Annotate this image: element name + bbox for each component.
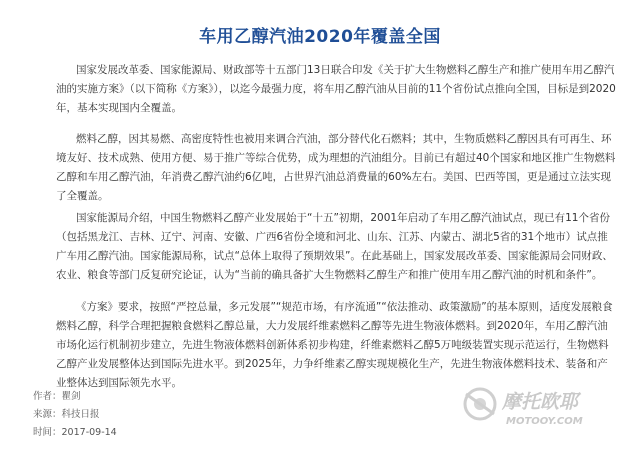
source-label: 来源：	[33, 409, 62, 420]
watermark-site-text: MOTOOY.COM	[506, 416, 583, 427]
paragraph-4: 《方案》要求，按照“严控总量，多元发展”“规范市场，有序流通”“依法推动、政策激励”的基本原则，适度发展粮食燃料乙醇，科学合理把握粮食燃料乙醇总量，大力发展纤维素燃料乙醇等先进生物液体燃料。到2020年，车用乙醇汽油市场化运行机制初步建立，先进生物液体燃料创新体系初步构建，纤维素燃料乙醇5万吨级装置实现示范运行，生物燃料乙醇产业发展整体达到国际先进水平。到2025年，力争纤维素乙醇实现规模化生产，先进生物液体燃料技术、装备和产业整体达到国际领先水平。	[56, 301, 613, 389]
paragraph-2: 燃料乙醇，因其易燃、高密度特性也被用来调合汽油，部分替代化石燃料；其中，生物质燃料乙醇因具有可再生、环境友好、技术成熟、使用方便、易于推广等综合优势，成为理想的汽油组分。目前已有超过40个国家和地区推广生物燃料乙醇和车用乙醇汽油，年消费乙醇汽油约6亿吨，占世界汽油总消费量的60%左右。美国、巴西等国，更是通过立法实现了全覆盖。	[56, 133, 616, 202]
publish-time: 2017-09-14	[61, 427, 117, 438]
source-line	[33, 406, 100, 420]
paragraph-3: 国家能源局介绍，中国生物燃料乙醇产业发展始于“十五”初期，2001年启动了车用乙醇汽油试点，现已有11个省份（包括黑龙江、吉林、辽宁、河南、安徽、广西6省份全境和河北、山东、江苏、内蒙古、湖北5省的31个地市）试点推广车用乙醇汽油。国家能源局称，试点“总体上取得了预期效果”。在此基础上，国家发展改革委、国家能源局会同财政、农业、粮食等部门反复研究论证，认为“当前的确具备扩大生物燃料乙醇生产和推广使用车用乙醇汽油的时机和条件”。	[56, 212, 613, 281]
author-name: 瞿剑	[61, 391, 81, 402]
motorcycle-logo-icon	[458, 380, 628, 430]
author-line	[33, 388, 81, 402]
time-line	[33, 424, 117, 438]
paragraph-1: 国家发展改革委、国家能源局、财政部等十五部门13日联合印发《关于扩大生物燃料乙醇生产和推广使用车用乙醇汽油的实施方案》（以下简称《方案》），以迄今最强力度，将车用乙醇汽油从目前的11个省份试点推向全国，目标是到2020年，基本实现国内全覆盖。	[56, 64, 616, 114]
watermark-logo	[458, 380, 628, 430]
author-label: 作者：	[33, 391, 62, 402]
article-title: 车用乙醇汽油2020年覆盖全国	[199, 27, 441, 47]
source-name: 科技日报	[61, 409, 100, 420]
time-label: 时间：	[33, 427, 62, 438]
watermark-logo-text: 摩托欧耶	[502, 391, 579, 413]
